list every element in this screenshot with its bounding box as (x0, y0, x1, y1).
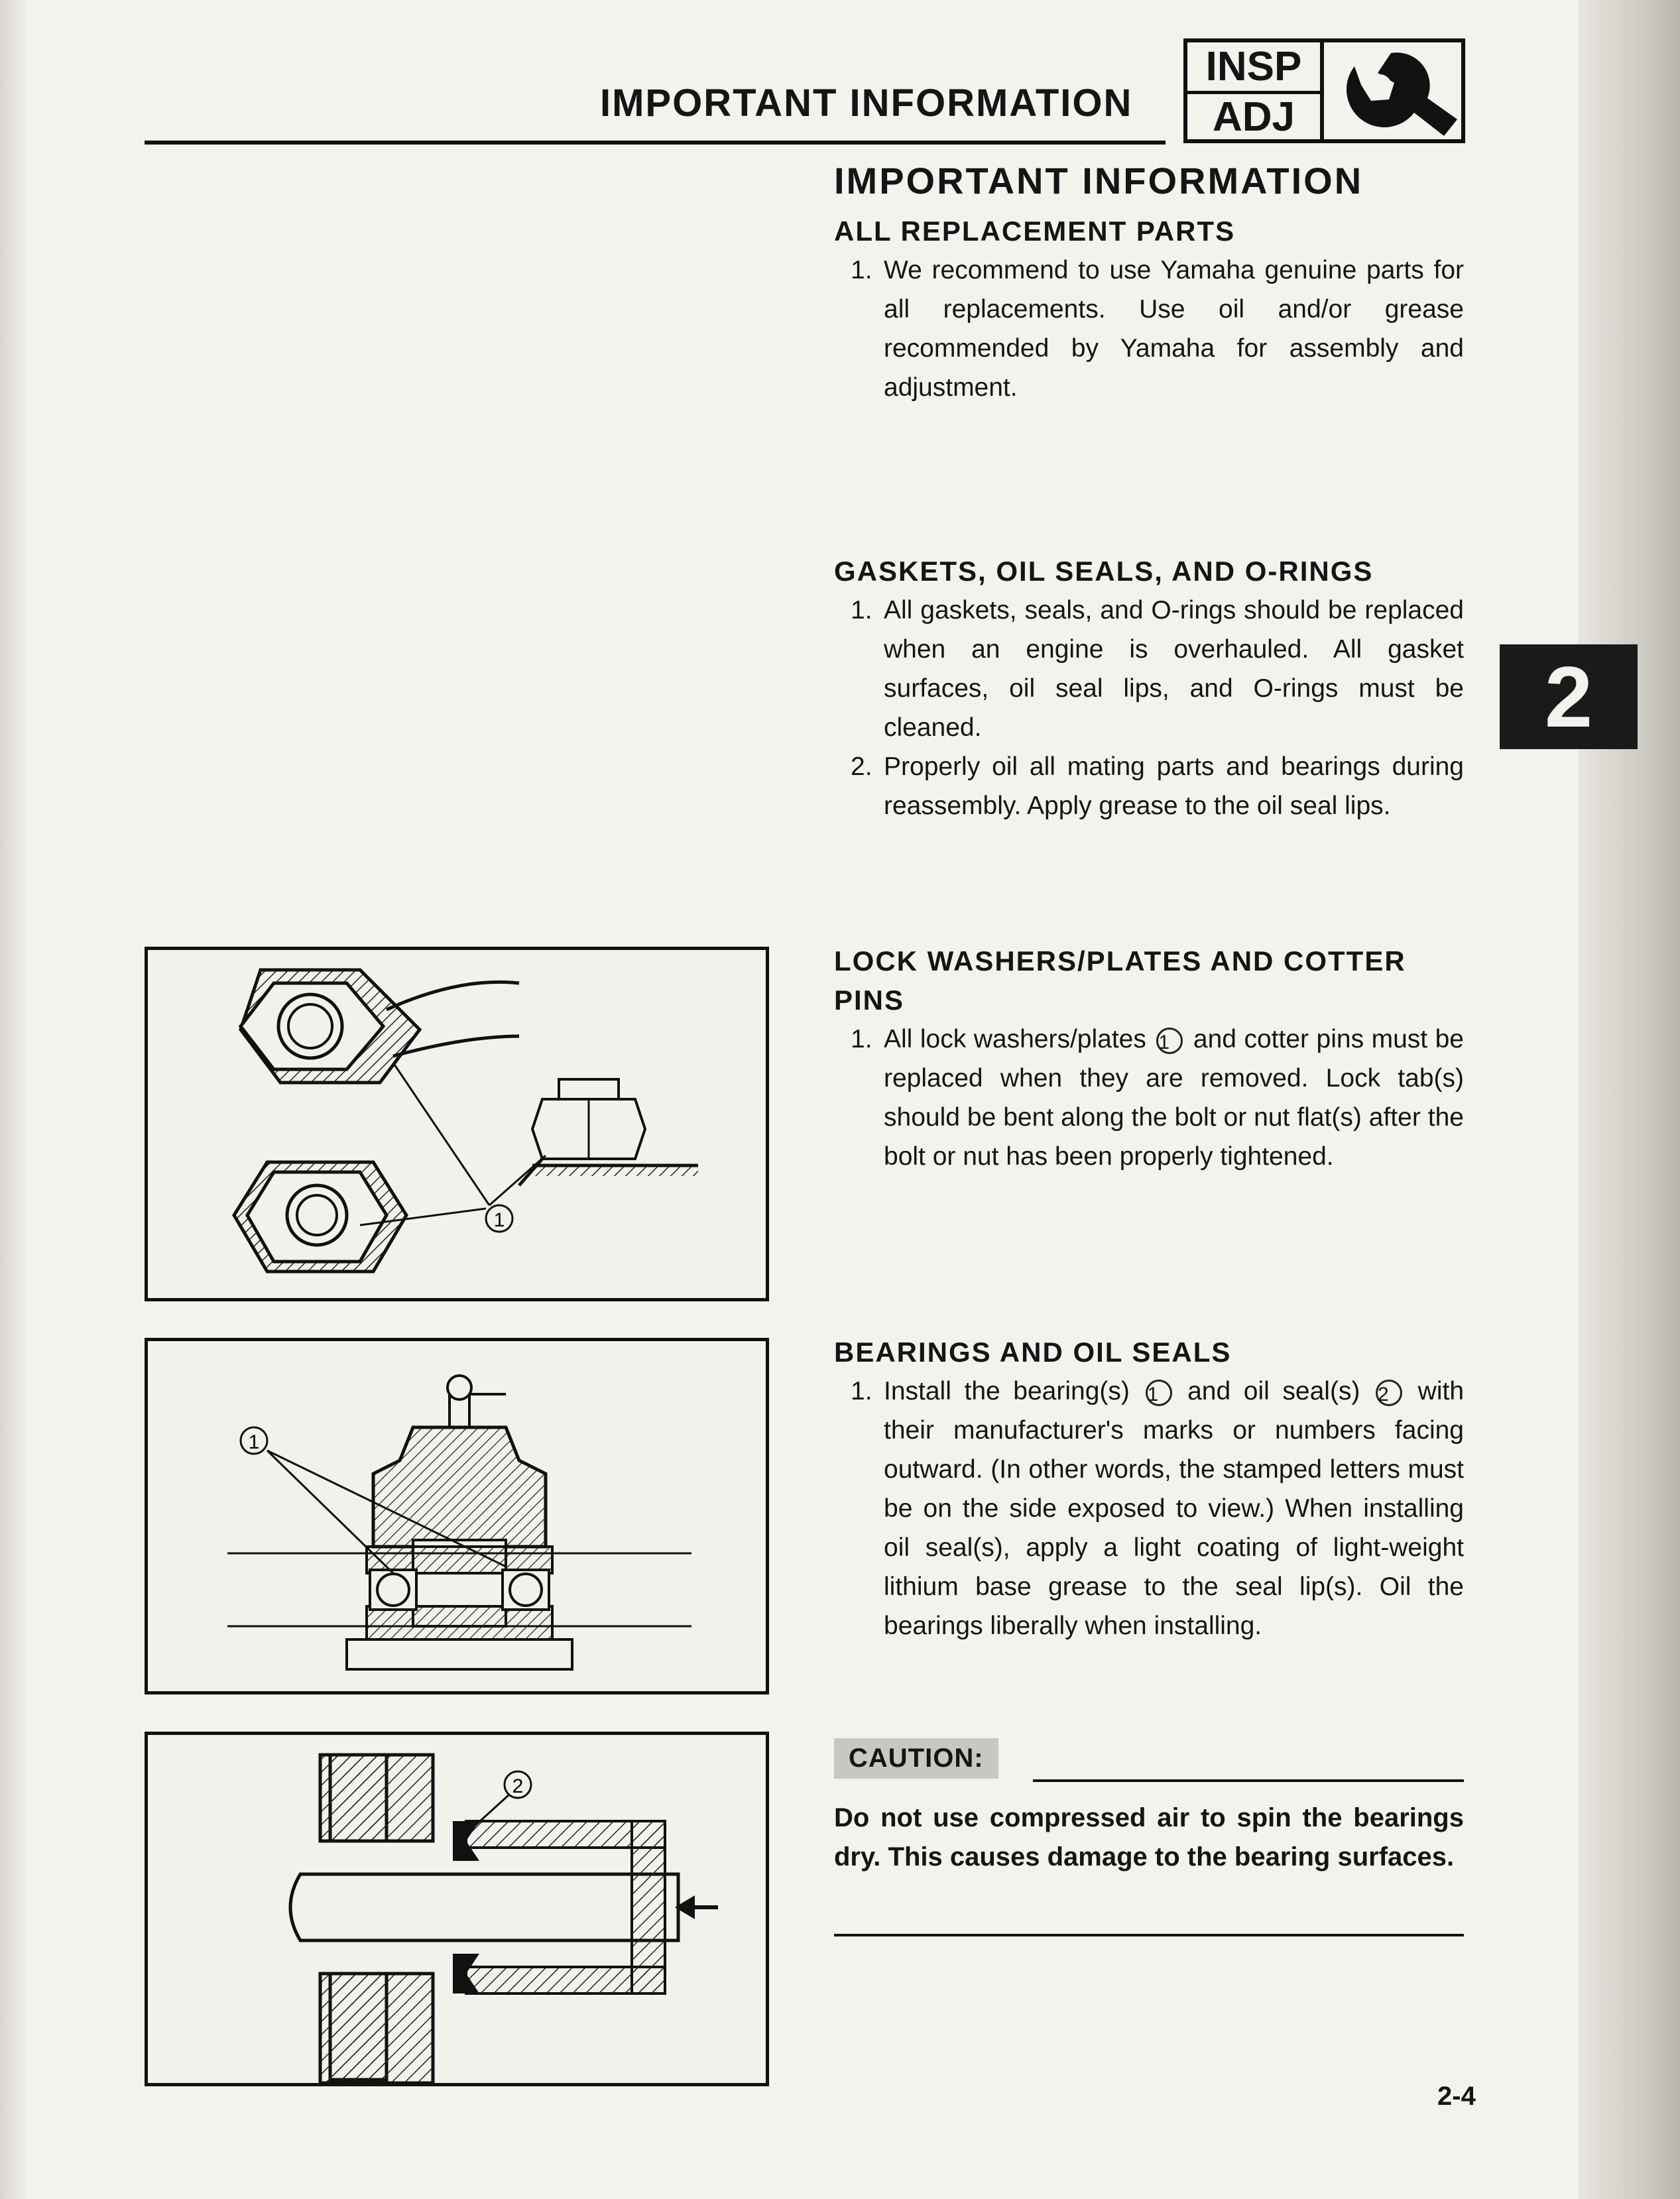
header-title: IMPORTANT INFORMATION (600, 82, 1133, 125)
section-bearings (834, 1333, 1464, 1645)
section-badge (1183, 38, 1465, 143)
caution-rule-bottom (834, 1934, 1464, 1936)
caution-text: Do not use compressed air to spin the bearings dry. This causes damage to the bearing surfaces. (834, 1803, 1464, 1872)
section-title: ALL REPLACEMENT PARTS (834, 215, 1236, 247)
page-spine-shadow (0, 0, 27, 2199)
oil-seal-diagram (148, 1735, 766, 2083)
section-title-line2: PINS (834, 984, 905, 1016)
item-text: All gaskets, seals, and O-rings should be replaced when an engine is overhauled. All gasket surfaces, oil seal lips, and O-rings must be cleaned. (884, 596, 1464, 742)
figure-lock-washers (145, 947, 769, 1301)
badge-bottom-label: ADJ (1212, 94, 1295, 140)
wrench-icon (1328, 46, 1461, 139)
callout-label: 1 (248, 1431, 260, 1453)
list-item (834, 591, 1464, 747)
item-text: We recommend to use Yamaha genuine parts for all replacements. Use oil and/or grease recommended by Yamaha for assembly and adjustment. (884, 256, 1464, 402)
callout-ref: 1 (1156, 1028, 1183, 1054)
caution-box (834, 1738, 1464, 1877)
section-title: BEARINGS AND OIL SEALS (834, 1337, 1232, 1368)
section-all-replacement-parts (834, 159, 1464, 407)
item-text: and oil seal(s) (1187, 1377, 1360, 1405)
section-title: GASKETS, OIL SEALS, AND O-RINGS (834, 556, 1374, 587)
figure-bearing (145, 1338, 769, 1694)
callout-ref: 2 (1376, 1380, 1402, 1406)
badge-divider (1320, 42, 1324, 139)
item-text: Properly oil all mating parts and bearings during reassembly. Apply grease to the oil seal lips. (884, 752, 1464, 820)
section-gaskets (834, 552, 1464, 825)
item-number: 1. (851, 1025, 872, 1053)
bearing-diagram (148, 1341, 766, 1691)
item-text: with their manufacturer's marks or numbers facing outward. (In other words, the stamped letters must be on the side exposed to view.) When installing oil seal(s), apply a light coating of light-weight lithium base grease to the seal lip(s). Oil the bearings liberally when installing. (884, 1377, 1465, 1640)
lock-washer-diagram (148, 950, 766, 1298)
main-title: IMPORTANT INFORMATION (834, 160, 1364, 202)
item-number: 1. (851, 596, 872, 624)
item-text: Install the bearing(s) (884, 1377, 1130, 1405)
section-lock-washers (834, 941, 1464, 1176)
item-number: 2. (851, 752, 872, 781)
chapter-tab: 2 (1500, 644, 1638, 749)
header-rule (145, 141, 1166, 145)
list-item (834, 251, 1464, 407)
callout-label: 2 (512, 1775, 524, 1797)
page-number: 2-4 (1437, 2082, 1476, 2111)
item-text: and cotter pins must be replaced when they are removed. Lock tab(s) should be bent along the bolt or nut flat(s) after the bolt or nut has been properly tightened. (884, 1025, 1464, 1171)
badge-top-label: INSP (1187, 42, 1320, 94)
item-number: 1. (851, 1377, 872, 1405)
figure-oil-seal (145, 1732, 769, 2086)
callout-label: 1 (493, 1209, 505, 1231)
section-title-line1: LOCK WASHERS/PLATES AND COTTER (834, 945, 1406, 977)
list-item (834, 747, 1464, 825)
page-edge-shadow (1578, 0, 1680, 2199)
list-item (834, 1020, 1464, 1176)
list-item (834, 1372, 1464, 1645)
item-text: All lock washers/plates (884, 1025, 1146, 1053)
item-number: 1. (851, 256, 872, 284)
callout-ref: 1 (1146, 1380, 1172, 1406)
caution-rule-top (1033, 1779, 1464, 1782)
caution-label: CAUTION: (834, 1738, 998, 1779)
